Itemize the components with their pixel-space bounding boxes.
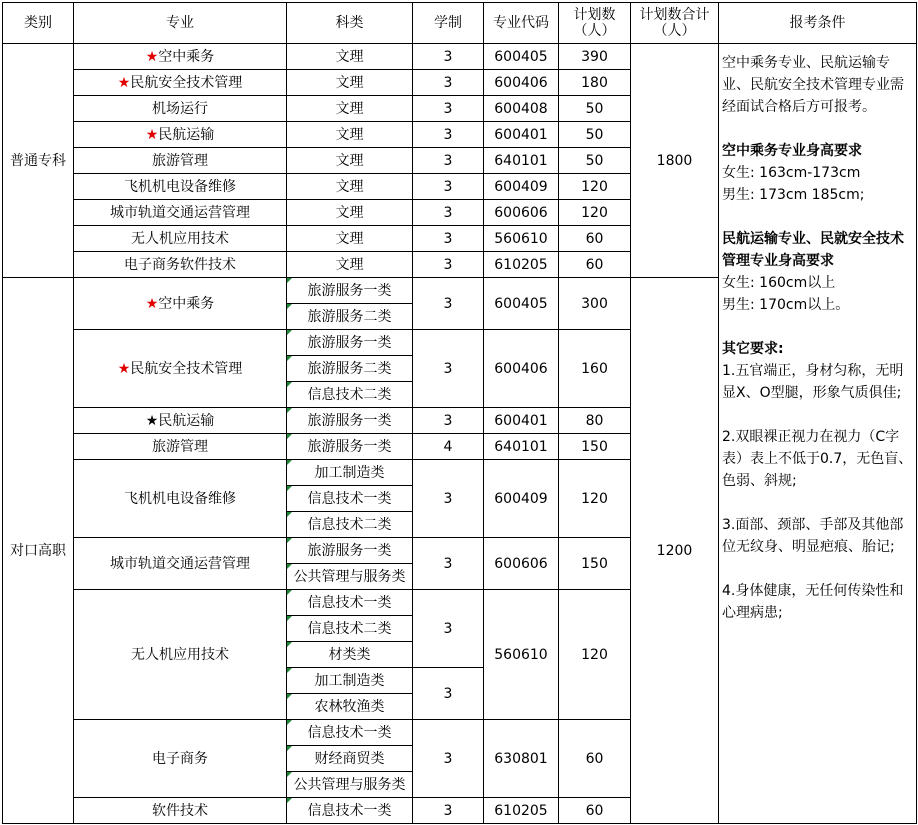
years-cell: 3 [413, 278, 484, 330]
cond-other-2: 2.双眼裸正视力在视力（C字表）表上不低于0.7，无色盲、色弱、斜规; [722, 429, 913, 489]
years-cell: 3 [413, 798, 484, 824]
category-cell: 对口高职 [3, 278, 74, 824]
years-cell: 3 [413, 200, 484, 226]
plan-cell: 80 [559, 408, 631, 434]
header-total: 计划数合计（人） [631, 3, 719, 44]
cond-other-1: 1.五官端正，身材匀称，无明显X、O型腿，形象气质俱佳; [722, 363, 904, 401]
code-cell: 560610 [484, 226, 559, 252]
major-cell [74, 226, 287, 252]
header-major: 专业 [74, 3, 287, 44]
subject-cell: 加工制造类 [287, 668, 413, 694]
major-name: 旅游管理 [152, 152, 208, 169]
header-conditions: 报考条件 [719, 3, 917, 44]
code-cell: 560610 [484, 590, 559, 720]
subject-cell: 文理 [287, 44, 413, 70]
major-name: 飞机机电设备维修 [124, 490, 236, 507]
subject-cell: 加工制造类 [287, 460, 413, 486]
cond-other-4: 4.身体健康，无任何传染性和心理病患; [722, 583, 904, 621]
subject-cell: 文理 [287, 70, 413, 96]
years-cell: 3 [413, 668, 484, 720]
header-code: 专业代码 [484, 3, 559, 44]
major-cell [74, 590, 287, 720]
years-cell: 3 [413, 460, 484, 538]
years-cell: 3 [413, 148, 484, 174]
subject-cell: 材类类 [287, 642, 413, 668]
subject-cell: 文理 [287, 122, 413, 148]
plan-cell: 50 [559, 122, 631, 148]
major-cell [74, 720, 287, 798]
star-icon: ★ [145, 412, 159, 429]
major-cell [74, 174, 287, 200]
header-row [3, 3, 917, 44]
major-name: 民航安全技术管理 [130, 74, 243, 91]
subject-cell: 公共管理与服务类 [287, 772, 413, 798]
subject-cell: 信息技术二类 [287, 512, 413, 538]
years-cell: 3 [413, 252, 484, 278]
code-cell: 600606 [484, 538, 559, 590]
major-cell [74, 278, 287, 330]
code-cell: 600606 [484, 200, 559, 226]
years-cell: 3 [413, 44, 484, 70]
major-cell [74, 460, 287, 538]
plan-cell: 180 [559, 70, 631, 96]
code-cell: 640101 [484, 148, 559, 174]
plan-cell: 60 [559, 798, 631, 824]
years-cell: 3 [413, 720, 484, 798]
years-cell: 3 [413, 408, 484, 434]
subject-cell: 文理 [287, 226, 413, 252]
years-cell: 3 [413, 330, 484, 408]
star-icon: ★ [145, 126, 159, 143]
plan-cell: 120 [559, 590, 631, 720]
conditions-cell [719, 44, 917, 824]
plan-cell: 120 [559, 200, 631, 226]
major-cell [74, 408, 287, 434]
major-name: 城市轨道交通运营管理 [110, 204, 250, 221]
cond-other-title: 其它要求: [722, 341, 784, 357]
subject-cell: 旅游服务一类 [287, 408, 413, 434]
subject-cell: 信息技术一类 [287, 590, 413, 616]
plan-cell: 120 [559, 460, 631, 538]
cond-height2-title: 民航运输专业、民就安全技术管理专业身高要求 [722, 231, 904, 269]
code-cell: 630801 [484, 720, 559, 798]
plan-cell: 390 [559, 44, 631, 70]
major-name: 旅游管理 [152, 438, 208, 455]
code-cell: 600405 [484, 44, 559, 70]
total-cell: 1800 [631, 44, 719, 278]
enrollment-plan-table [2, 2, 917, 824]
cond-height1-title: 空中乘务专业身高要求 [722, 143, 862, 159]
total-cell: 1200 [631, 278, 719, 824]
code-cell: 600406 [484, 330, 559, 408]
header-years: 学制 [413, 3, 484, 44]
subject-cell: 旅游服务一类 [287, 330, 413, 356]
code-cell: 600409 [484, 460, 559, 538]
subject-cell: 旅游服务一类 [287, 278, 413, 304]
subject-cell: 信息技术一类 [287, 720, 413, 746]
code-cell: 600405 [484, 278, 559, 330]
table-body [3, 44, 917, 824]
cond-height2-male: 男生: 170cm以上。 [722, 297, 850, 313]
major-cell [74, 200, 287, 226]
plan-cell: 160 [559, 330, 631, 408]
major-name: 电子商务 [152, 750, 208, 767]
star-icon: ★ [145, 295, 159, 312]
subject-cell: 旅游服务一类 [287, 434, 413, 460]
plan-cell: 50 [559, 148, 631, 174]
plan-cell: 120 [559, 174, 631, 200]
major-cell [74, 96, 287, 122]
subject-cell: 文理 [287, 148, 413, 174]
subject-cell: 农林牧渔类 [287, 694, 413, 720]
major-name: 飞机机电设备维修 [124, 178, 236, 195]
subject-cell: 旅游服务二类 [287, 304, 413, 330]
major-cell [74, 798, 287, 824]
years-cell: 4 [413, 434, 484, 460]
plan-cell: 300 [559, 278, 631, 330]
cond-height1-female: 女生: 163cm-173cm [722, 165, 861, 181]
major-name: 机场运行 [152, 100, 208, 117]
header-subject: 科类 [287, 3, 413, 44]
plan-cell: 150 [559, 538, 631, 590]
major-cell [74, 538, 287, 590]
major-cell [74, 252, 287, 278]
subject-cell: 旅游服务二类 [287, 356, 413, 382]
plan-cell: 60 [559, 720, 631, 798]
cond-other-3: 3.面部、颈部、手部及其他部位无纹身、明显疤痕、胎记; [722, 517, 904, 555]
code-cell: 600409 [484, 174, 559, 200]
subject-cell: 信息技术二类 [287, 616, 413, 642]
major-cell [74, 44, 287, 70]
code-cell: 610205 [484, 798, 559, 824]
cond-height1-male: 男生: 173cm 185cm; [722, 187, 865, 203]
plan-cell: 50 [559, 96, 631, 122]
header-plan: 计划数（人） [559, 3, 631, 44]
years-cell: 3 [413, 538, 484, 590]
code-cell: 600408 [484, 96, 559, 122]
major-name: 空中乘务 [158, 295, 215, 312]
star-icon: ★ [117, 360, 131, 377]
major-name: 民航运输 [158, 126, 215, 143]
years-cell: 3 [413, 70, 484, 96]
category-cell: 普通专科 [3, 44, 74, 278]
plan-cell: 150 [559, 434, 631, 460]
plan-cell: 60 [559, 252, 631, 278]
subject-cell: 旅游服务一类 [287, 538, 413, 564]
major-name: 电子商务软件技术 [124, 256, 236, 273]
years-cell: 3 [413, 96, 484, 122]
years-cell: 3 [413, 174, 484, 200]
major-name: 空中乘务 [158, 48, 215, 65]
subject-cell: 信息技术一类 [287, 486, 413, 512]
major-name: 无人机应用技术 [131, 646, 229, 663]
years-cell: 3 [413, 226, 484, 252]
table-row [3, 44, 917, 70]
subject-cell: 文理 [287, 252, 413, 278]
subject-cell: 文理 [287, 174, 413, 200]
subject-cell: 文理 [287, 200, 413, 226]
major-name: 软件技术 [152, 802, 208, 819]
major-name: 民航运输 [158, 412, 215, 429]
star-icon: ★ [117, 74, 131, 91]
subject-cell: 公共管理与服务类 [287, 564, 413, 590]
code-cell: 600401 [484, 408, 559, 434]
code-cell: 640101 [484, 434, 559, 460]
years-cell: 3 [413, 590, 484, 668]
code-cell: 600406 [484, 70, 559, 96]
header-category: 类别 [3, 3, 74, 44]
cond-height2-female: 女生: 160cm以上 [722, 275, 836, 291]
major-cell [74, 148, 287, 174]
years-cell: 3 [413, 122, 484, 148]
plan-cell: 60 [559, 226, 631, 252]
major-name: 城市轨道交通运营管理 [110, 555, 250, 572]
cond-intro: 空中乘务专业、民航运输专业、民航安全技术管理专业需经面试合格后方可报考。 [722, 55, 904, 115]
major-cell [74, 70, 287, 96]
subject-cell: 信息技术一类 [287, 798, 413, 824]
major-cell [74, 122, 287, 148]
star-icon: ★ [145, 48, 159, 65]
major-cell [74, 330, 287, 408]
subject-cell: 文理 [287, 96, 413, 122]
code-cell: 610205 [484, 252, 559, 278]
major-name: 民航安全技术管理 [130, 360, 243, 377]
major-cell [74, 434, 287, 460]
subject-cell: 财经商贸类 [287, 746, 413, 772]
major-name: 无人机应用技术 [131, 230, 229, 247]
code-cell: 600401 [484, 122, 559, 148]
subject-cell: 信息技术二类 [287, 382, 413, 408]
